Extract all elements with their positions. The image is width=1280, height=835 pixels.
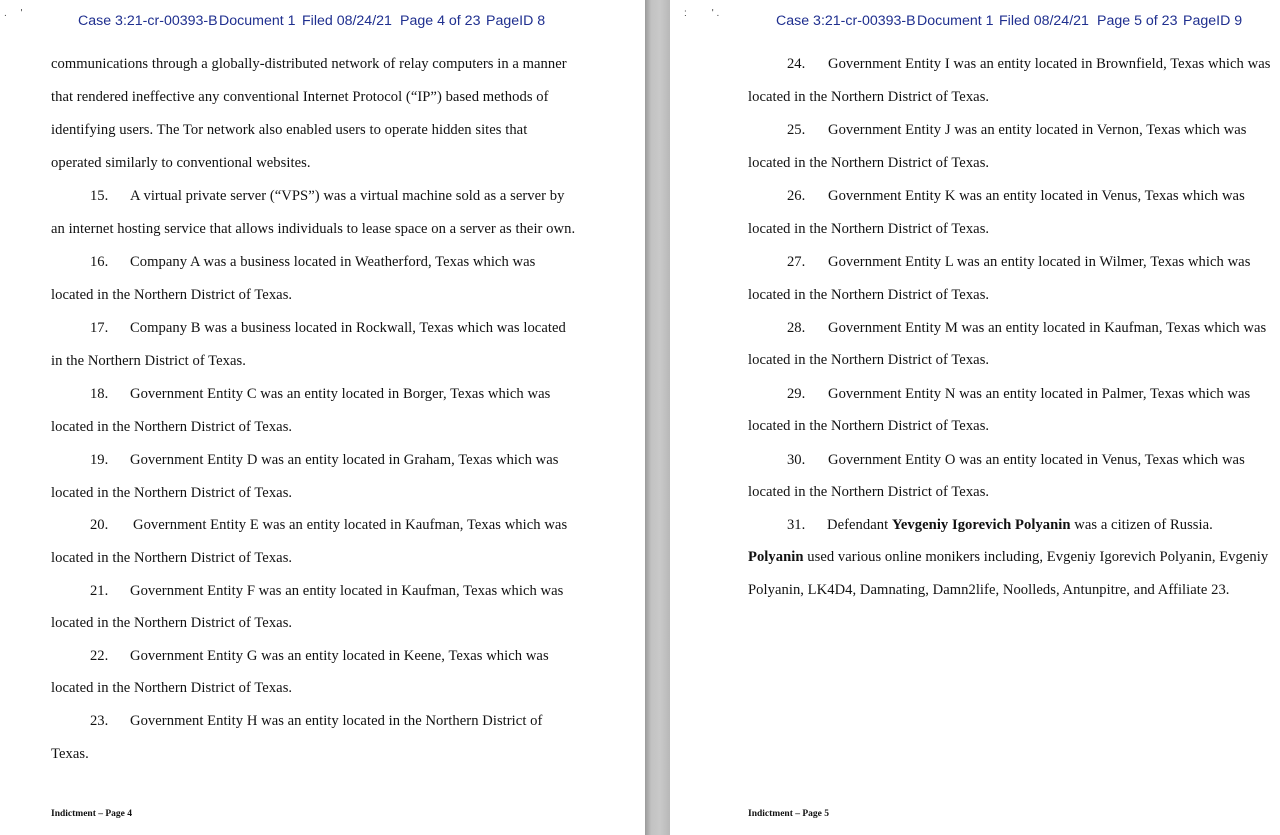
scan-specks: . ' — [4, 8, 26, 19]
header-document: Document 1 — [917, 13, 994, 29]
paragraph-first-line: Government Entity E was an entity located in Kaufman, Texas which was — [133, 517, 568, 533]
paragraph-number: 31. — [787, 517, 806, 533]
paragraph-first-line: Government Entity H was an entity located in the Northern District of — [130, 713, 543, 729]
text-line: that rendered ineffective any conventional Internet Protocol (“IP”) based methods of — [51, 89, 549, 105]
paragraph-number: 24. — [787, 56, 806, 72]
paragraph-first-line: Government Entity O was an entity located in Venus, Texas which was — [828, 452, 1245, 468]
header-page-count: Page 5 of 23 — [1097, 13, 1178, 29]
text-line: communications through a globally-distributed network of relay computers in a manner — [51, 56, 567, 72]
paragraph-number: 29. — [787, 386, 806, 402]
paragraph-number: 19. — [90, 452, 109, 468]
paragraph-number: 28. — [787, 320, 806, 336]
header-pageid: PageID 9 — [1183, 13, 1243, 29]
page-footer: Indictment – Page 4 — [51, 809, 133, 819]
paragraph-number: 21. — [90, 583, 109, 599]
header-case-number: Case 3:21-cr-00393-B — [776, 13, 916, 29]
paragraph-continuation: located in the Northern District of Texas. — [51, 550, 293, 566]
defendant-name: Yevgeniy Igorevich Polyanin — [891, 517, 1071, 533]
paragraph-first-line: Government Entity F was an entity located in Kaufman, Texas which was — [130, 583, 564, 599]
paragraph-number: 23. — [90, 713, 109, 729]
paragraph-continuation: located in the Northern District of Texas. — [748, 221, 990, 237]
paragraph-number: 16. — [90, 254, 109, 270]
paragraph-continuation: located in the Northern District of Texas. — [51, 615, 293, 631]
text-run: was a citizen of Russia. — [1070, 517, 1213, 533]
paragraph-first-line: Government Entity J was an entity located in Vernon, Texas which was — [828, 122, 1247, 138]
paragraph-number: 30. — [787, 452, 806, 468]
paragraph-continuation: located in the Northern District of Texas. — [748, 287, 990, 303]
paragraph-first-line: Government Entity I was an entity located in Brownfield, Texas which was — [828, 56, 1271, 72]
text-run: used various online monikers including, Evgeniy Igorevich Polyanin, Evgeniy — [803, 549, 1269, 565]
text-run: Defendant — [827, 517, 892, 533]
paragraph-first-line — [827, 517, 1213, 534]
text-line: identifying users. The Tor network also enabled users to operate hidden sites that — [51, 122, 528, 138]
header-pageid: PageID 8 — [486, 13, 546, 29]
paragraph-number: 20. — [90, 517, 109, 533]
paragraph-continuation: an internet hosting service that allows individuals to lease space on a server as their own. — [51, 221, 576, 237]
paragraph-continuation: located in the Northern District of Texas. — [51, 419, 293, 435]
paragraph-continuation — [748, 549, 1268, 566]
paragraph-number: 27. — [787, 254, 806, 270]
paragraph-first-line: A virtual private server (“VPS”) was a virtual machine sold as a server by — [130, 188, 565, 204]
paragraph-first-line: Government Entity C was an entity located in Borger, Texas which was — [130, 386, 551, 402]
paragraph-first-line: Government Entity G was an entity located in Keene, Texas which was — [130, 648, 549, 664]
paragraph-first-line: Government Entity M was an entity located in Kaufman, Texas which was — [828, 320, 1267, 336]
paragraph-continuation: located in the Northern District of Texas. — [748, 418, 990, 434]
paragraph-continuation: Texas. — [51, 746, 89, 762]
paragraph-first-line: Company A was a business located in Weatherford, Texas which was — [130, 254, 536, 270]
page-footer: Indictment – Page 5 — [748, 809, 830, 819]
defendant-surname: Polyanin — [748, 549, 804, 565]
paragraph-first-line: Company B was a business located in Rockwall, Texas which was located — [130, 320, 566, 336]
paragraph-continuation: located in the Northern District of Texas. — [748, 484, 990, 500]
paragraph-first-line: Government Entity N was an entity located in Palmer, Texas which was — [828, 386, 1251, 402]
header-page-count: Page 4 of 23 — [400, 13, 481, 29]
paragraph-continuation: located in the Northern District of Texas. — [748, 89, 990, 105]
paragraph-first-line: Government Entity D was an entity located in Graham, Texas which was — [130, 452, 559, 468]
scan-specks: : ' . — [684, 8, 720, 19]
header-filed-date: Filed 08/24/21 — [302, 13, 392, 29]
paragraph-number: 26. — [787, 188, 806, 204]
paragraph-number: 15. — [90, 188, 109, 204]
header-case-number: Case 3:21-cr-00393-B — [78, 13, 218, 29]
paragraph-continuation: located in the Northern District of Texas. — [51, 680, 293, 696]
paragraph-first-line: Government Entity K was an entity located in Venus, Texas which was — [828, 188, 1245, 204]
paragraph-continuation: located in the Northern District of Texas. — [51, 287, 293, 303]
paragraph-continuation: located in the Northern District of Texas. — [51, 485, 293, 501]
document-page-5 — [670, 0, 1280, 835]
paragraph-continuation: located in the Northern District of Texas. — [748, 155, 990, 171]
paragraph-number: 25. — [787, 122, 806, 138]
paragraph-continuation: located in the Northern District of Texas. — [748, 352, 990, 368]
paragraph-first-line: Government Entity L was an entity located in Wilmer, Texas which was — [828, 254, 1251, 270]
paragraph-number: 22. — [90, 648, 109, 664]
header-filed-date: Filed 08/24/21 — [999, 13, 1089, 29]
text-line: operated similarly to conventional websites. — [51, 155, 311, 171]
paragraph-number: 18. — [90, 386, 109, 402]
paragraph-continuation: in the Northern District of Texas. — [51, 353, 246, 369]
paragraph-continuation: Polyanin, LK4D4, Damnating, Damn2life, Noolleds, Antunpitre, and Affiliate 23. — [748, 582, 1230, 598]
page-gutter — [645, 0, 670, 835]
paragraph-number: 17. — [90, 320, 109, 336]
header-document: Document 1 — [219, 13, 296, 29]
